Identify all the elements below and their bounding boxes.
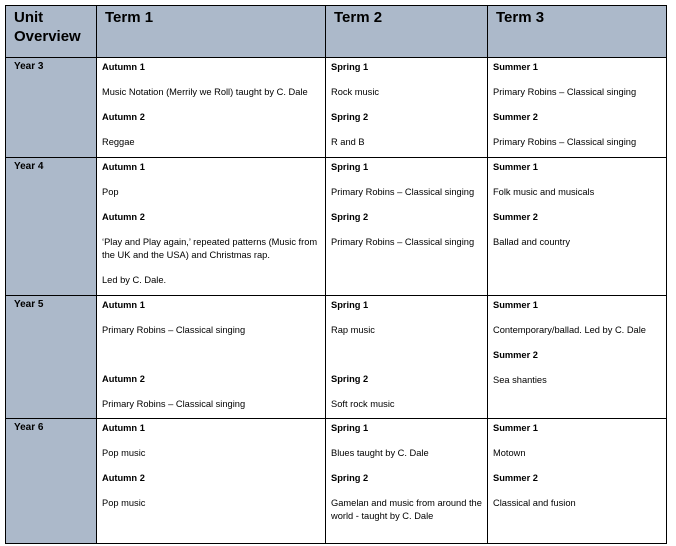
half-term-title: Summer 1: [493, 162, 538, 172]
half-term-title: Spring 1: [331, 62, 369, 72]
half-term-title: Spring 1: [331, 162, 369, 172]
unit-description: Sea shanties: [493, 375, 547, 385]
header-row: [6, 6, 667, 58]
half-term-title: Summer 2: [493, 350, 538, 360]
unit-description: Pop: [102, 187, 119, 197]
unit-overview-table: [5, 5, 667, 544]
unit-description: Primary Robins – Classical singing: [493, 87, 637, 97]
unit-description: Classical and fusion: [493, 498, 576, 508]
term-cell-t1: [97, 296, 326, 419]
unit-description: Rock music: [331, 87, 380, 97]
unit-description: ‘Play and Play again,’ repeated patterns (Music from the UK and the USA) and Christmas rap.: [102, 237, 318, 260]
half-term-title: Spring 2: [331, 374, 369, 384]
term-cell-t1: [97, 158, 326, 296]
unit-description: Rap music: [331, 325, 375, 335]
year-label: Year 6: [6, 419, 97, 544]
half-term-title: Summer 2: [493, 112, 538, 122]
term-cell-t3: [488, 419, 667, 544]
half-term-title: Spring 2: [331, 112, 369, 122]
unit-description: Pop music: [102, 498, 146, 508]
term-cell-t2: [326, 158, 488, 296]
unit-description: Folk music and musicals: [493, 187, 595, 197]
half-term-title: Summer 1: [493, 62, 538, 72]
half-term-title: Autumn 1: [102, 423, 145, 433]
term-cell-t2: [326, 419, 488, 544]
half-term-title: Autumn 2: [102, 374, 145, 384]
header-term-2: Term 2: [326, 6, 488, 58]
half-term-title: Autumn 1: [102, 62, 145, 72]
unit-description: Primary Robins – Classical singing: [331, 237, 475, 247]
half-term-title: Spring 1: [331, 423, 369, 433]
unit-description: Ballad and country: [493, 237, 571, 247]
header-unit-overview: Unit Overview: [6, 6, 97, 58]
table-row: [6, 419, 667, 544]
table-row: [6, 58, 667, 158]
unit-description: Primary Robins – Classical singing: [102, 399, 246, 409]
half-term-title: Autumn 2: [102, 212, 145, 222]
unit-description: Motown: [493, 448, 526, 458]
table-row: [6, 158, 667, 296]
term-cell-t3: [488, 296, 667, 419]
half-term-title: Autumn 2: [102, 473, 145, 483]
half-term-title: Spring 2: [331, 212, 369, 222]
term-cell-t2: [326, 58, 488, 158]
term-cell-t3: [488, 158, 667, 296]
half-term-title: Autumn 1: [102, 162, 145, 172]
term-cell-t3: [488, 58, 667, 158]
unit-description: Contemporary/ballad. Led by C. Dale: [493, 325, 646, 335]
unit-description: Primary Robins – Classical singing: [102, 325, 246, 335]
half-term-title: Autumn 2: [102, 112, 145, 122]
half-term-title: Summer 1: [493, 423, 538, 433]
header-term-3: Term 3: [488, 6, 667, 58]
unit-description: Primary Robins – Classical singing: [331, 187, 475, 197]
unit-description: Pop music: [102, 448, 146, 458]
half-term-title: Summer 2: [493, 473, 538, 483]
year-label: Year 3: [6, 58, 97, 158]
unit-description: Gamelan and music from around the world - taught by C. Dale: [331, 498, 482, 521]
term-cell-t1: [97, 419, 326, 544]
unit-description: Blues taught by C. Dale: [331, 448, 429, 458]
year-label: Year 4: [6, 158, 97, 296]
term-cell-t1: [97, 58, 326, 158]
table-row: [6, 296, 667, 419]
half-term-title: Spring 1: [331, 300, 369, 310]
half-term-title: Summer 2: [493, 212, 538, 222]
unit-description: Led by C. Dale.: [102, 275, 167, 285]
half-term-title: Summer 1: [493, 300, 538, 310]
unit-description: Reggae: [102, 137, 135, 147]
unit-description: Soft rock music: [331, 399, 395, 409]
term-cell-t2: [326, 296, 488, 419]
unit-description: Primary Robins – Classical singing: [493, 137, 637, 147]
unit-description: Music Notation (Merrily we Roll) taught by C. Dale: [102, 87, 308, 97]
header-term-1: Term 1: [97, 6, 326, 58]
half-term-title: Spring 2: [331, 473, 369, 483]
unit-description: R and B: [331, 137, 365, 147]
year-label: Year 5: [6, 296, 97, 419]
half-term-title: Autumn 1: [102, 300, 145, 310]
